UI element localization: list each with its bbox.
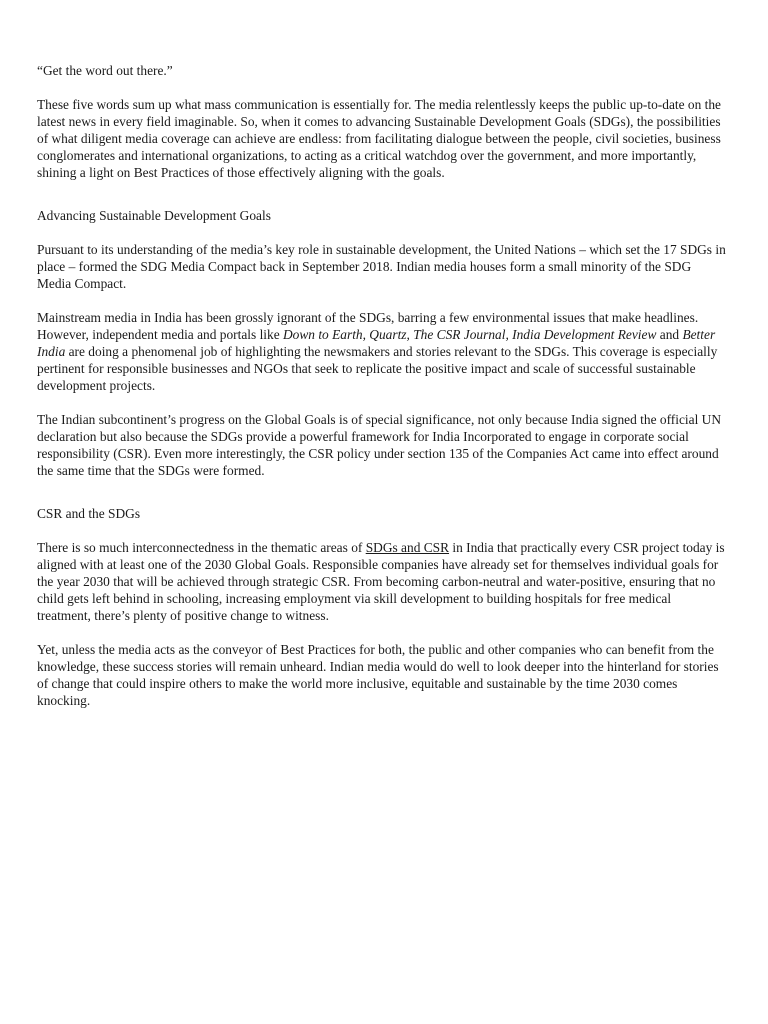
section-heading-advancing-sdgs: Advancing Sustainable Development Goals — [37, 208, 271, 223]
section-heading-csr-sdgs: CSR and the SDGs — [37, 506, 141, 521]
intro-paragraph: These five words sum up what mass communication is essentially for. The media relentlessly keeps the public up-to-date on the latest news in every field imaginable. So, when it comes to advancing Sustainable Development Goals (SDGs), the possibilities of what diligent media coverage can achieve are endless: from facilitating dialogue between the people, civil societies, business conglomerates and international organizations, to acting as a critical watchdog over the government, and more importantly, shining a light on Best Practices of those effectively aligning with the goals. — [37, 97, 722, 180]
paragraph-indian-subcontinent: The Indian subcontinent’s progress on the Global Goals is of special significance, not only because India signed the official UN declaration but also because the SDGs provide a powerful framework for India Incorporated to engage in corporate social responsibility (CSR). Even more interestingly, the CSR policy under section 135 of the Companies Act came into effect around the same time that the SDGs were formed. — [37, 412, 721, 478]
text-span: in India that practically every CSR project today is aligned with at least one of the 2030 Global Goals. Responsible companies have already set for themselves individual goals for the year 2030 that will be achieved through strategic CSR. From becoming carbon-neutral and water-positive, ensuring that no child gets left behind in schooling, increasing employment via skill development to building hospitals for free medical treatment, there’s plenty of positive change to witness. — [37, 540, 725, 623]
text-span: There is so much interconnectedness in the thematic areas of — [37, 540, 366, 555]
document-page — [37, 62, 727, 726]
paragraph-conclusion: Yet, unless the media acts as the conveyor of Best Practices for both, the public and other companies who can benefit from the knowledge, these success stories will remain unheard. Indian media would do well to look deeper into the hinterland for stories of change that could inspire others to make the world more inclusive, equitable and sustainable by the time 2030 comes knocking. — [37, 642, 719, 708]
italic-better-india: Better India — [37, 327, 716, 359]
sdgs-and-csr-link[interactable]: SDGs and CSR — [365, 540, 450, 555]
text-span: Mainstream media in India has been grossly ignorant of the SDGs, barring a few environmental issues that make headlines. However, independent media and portals like — [37, 310, 699, 342]
italic-publications: Down to Earth, Quartz, The CSR Journal, India Development Review — [283, 327, 657, 342]
paragraph-un-media-compact: Pursuant to its understanding of the media’s key role in sustainable development, the United Nations – which set the 17 SDGs in place – formed the SDG Media Compact back in September 2018. Indian media houses form a small minority of the SDG Media Compact. — [37, 242, 726, 291]
text-span: are doing a phenomenal job of highlighting the newsmakers and stories relevant to the SDGs. This coverage is especially pertinent for responsible businesses and NGOs that seek to replicate the positive impact and scale of successful sustainable development projects. — [37, 344, 718, 393]
text-span: and — [656, 327, 683, 342]
paragraph-mainstream-media — [37, 309, 727, 394]
paragraph-interconnectedness — [37, 539, 727, 624]
opening-quote: “Get the word out there.” — [37, 63, 173, 78]
